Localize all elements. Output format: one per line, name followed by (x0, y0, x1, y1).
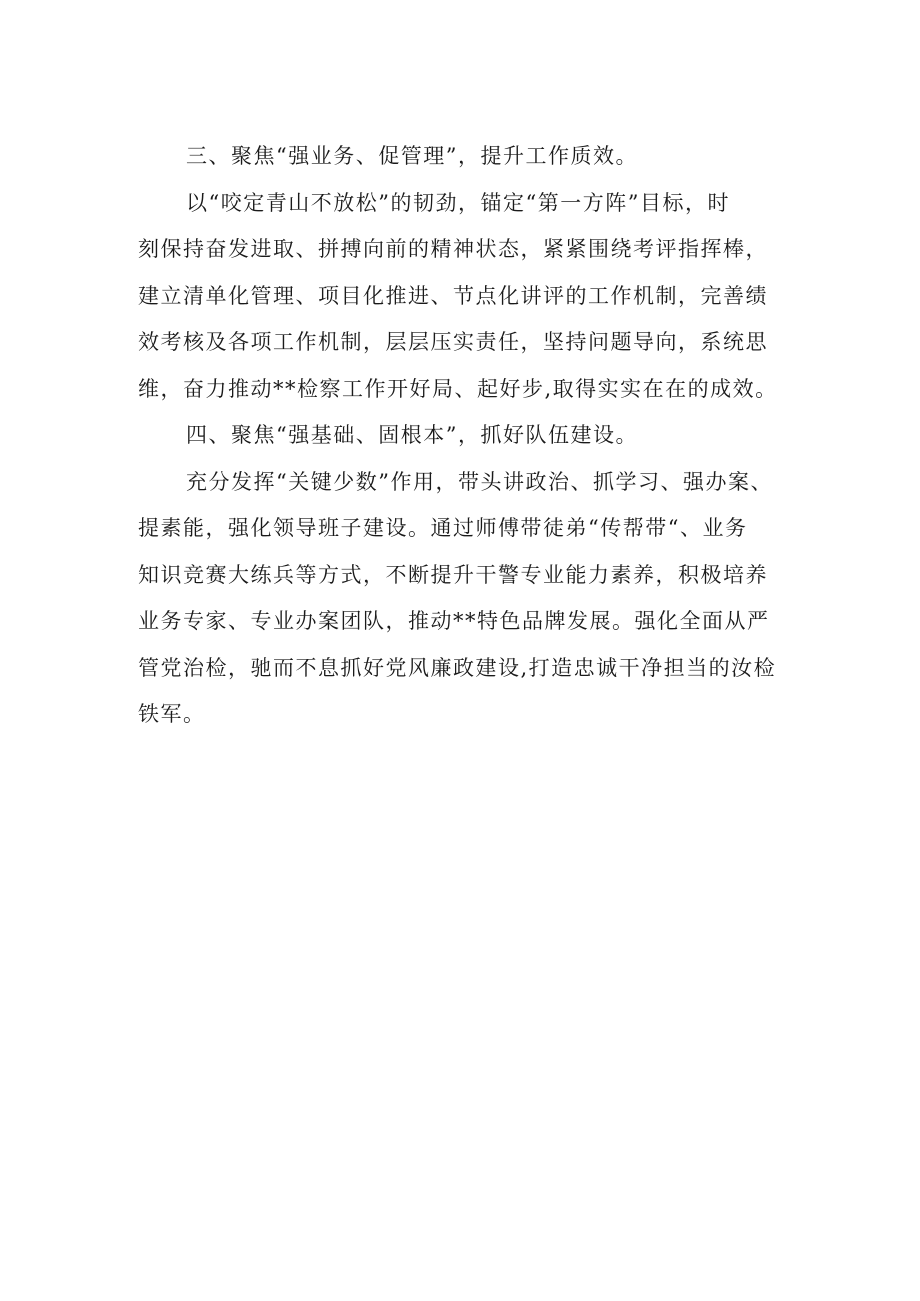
section-heading-4: 四、聚焦“强基础、固根本”，抓好队伍建设。 (186, 423, 638, 447)
paragraph-line: 以“咬定青山不放松”的韧劲，锚定“第一方阵”目标，时 (186, 190, 730, 215)
paragraph-line: 充分发挥“关键少数”作用，带头讲政治、抓学习、强办案、 (186, 469, 773, 494)
paragraph-line: 维，奋力推动**检察工作开好局、起好步,取得实实在在的成效。 (138, 376, 778, 401)
paragraph-line: 提素能，强化领导班子建设。通过师傅带徒弟“传帮带“、业务 (138, 516, 748, 540)
paragraph-line: 知识竞赛大练兵等方式，不断提升干警专业能力素养，积极培养 (138, 562, 768, 587)
paragraph-line: 刻保持奋发进取、拼搏向前的精神状态，紧紧围绕考评指挥棒， (138, 237, 768, 261)
paragraph-line: 效考核及各项工作机制，层层压实责任，坚持问题导向，系统思 (138, 330, 768, 354)
paragraph-line: 管党治检，驰而不息抓好党风廉政建设,打造忠诚干净担当的汝检 (138, 655, 777, 680)
document-body (138, 133, 838, 738)
paragraph-line: 业务专家、专业办案团队，推动**特色品牌发展。强化全面从严 (138, 609, 770, 633)
paragraph-line: 建立清单化管理、项目化推进、节点化讲评的工作机制，完善绩 (138, 283, 768, 308)
section-heading-3: 三、聚焦“强业务、促管理”，提升工作质效。 (186, 144, 638, 168)
paragraph-line: 铁军。 (138, 702, 206, 726)
